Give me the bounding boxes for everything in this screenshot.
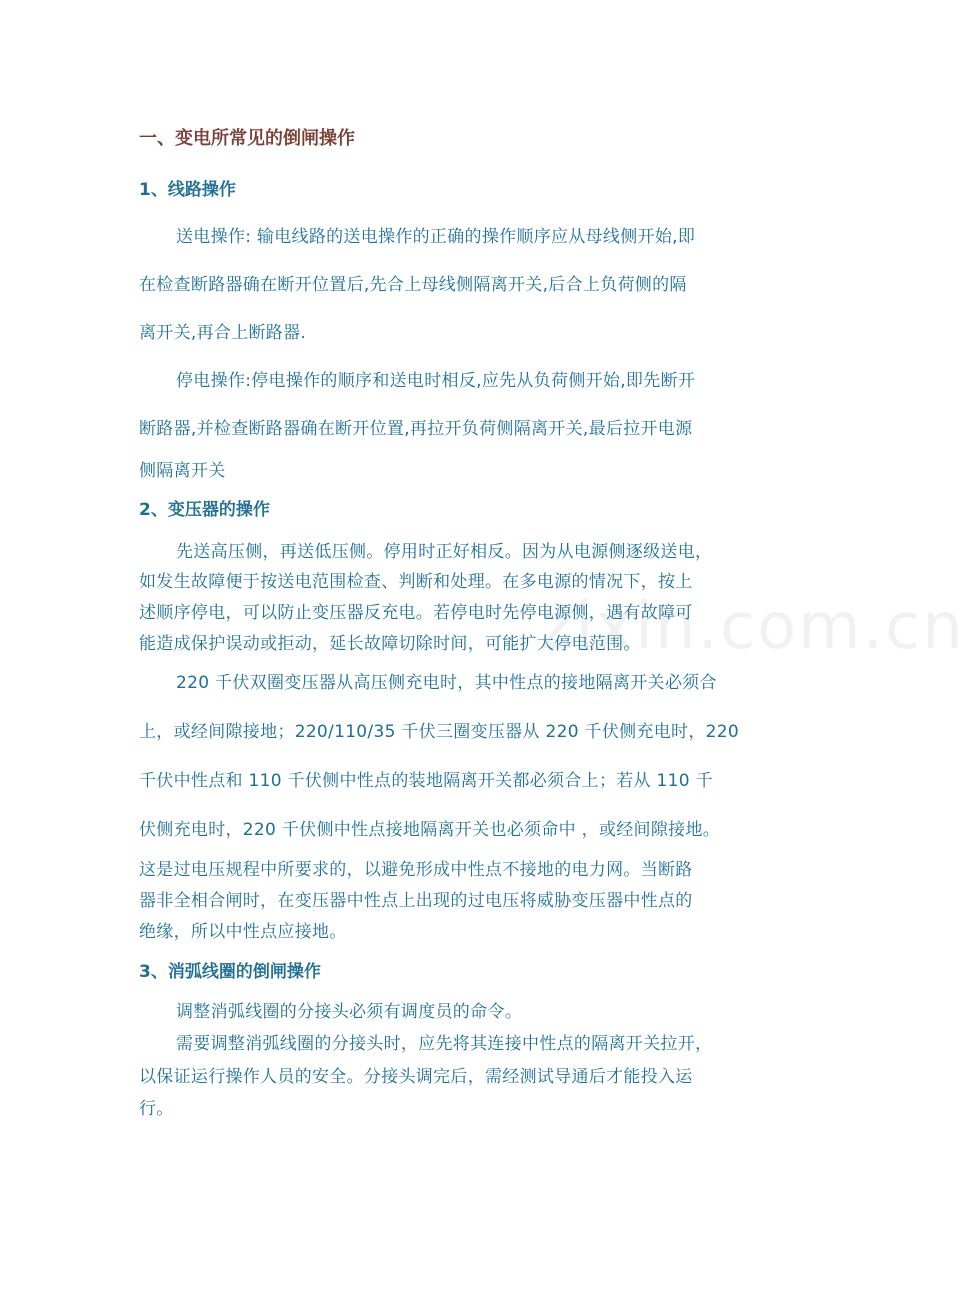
paragraph-line: 停电操作:停电操作的顺序和送电时相反,应先从负荷侧开始,即先断开 [176,371,696,391]
section-title: 2、变压器的操作 [139,500,270,520]
paragraph-line: 侧隔离开关 [139,461,226,481]
paragraph-line: 千伏中性点和 110 千伏侧中性点的装地隔离开关都必须合上；若从 110 千 [139,771,713,791]
section-title: 1、线路操作 [139,180,236,200]
paragraph-line: 在检查断路器确在断开位置后,先合上母线侧隔离开关,后合上负荷侧的隔 [139,275,687,295]
paragraph-line: 伏侧充电时，220 千伏侧中性点接地隔离开关也必须命中 ，或经间隙接地。 [139,820,721,840]
paragraph-line: 器非全相合闸时，在变压器中性点上出现的过电压将威胁变压器中性点的 [139,891,693,911]
paragraph-line: 以保证运行操作人员的安全。分接头调完后，需经测试导通后才能投入运 [139,1067,693,1087]
paragraph-line: 能造成保护误动或拒动，延长故障切除时间，可能扩大停电范围。 [139,634,641,654]
paragraph-line: 绝缘，所以中性点应接地。 [139,922,347,942]
paragraph-line: 需要调整消弧线圈的分接头时，应先将其连接中性点的隔离开关拉开， [176,1034,713,1054]
paragraph-line: 送电操作: 输电线路的送电操作的正确的操作顺序应从母线侧开始,即 [176,227,696,247]
paragraph-line: 这是过电压规程中所要求的，以避免形成中性点不接地的电力网。当断路 [139,860,693,880]
watermark: zixin.com.cn [540,590,965,664]
paragraph-line: 述顺序停电，可以防止变压器反充电。若停电时先停电源侧，遇有故障可 [139,603,693,623]
paragraph-line: 220 千伏双圈变压器从高压侧充电时，其中性点的接地隔离开关必须合 [176,673,717,693]
paragraph-line: 调整消弧线圈的分接头必须有调度员的命令。 [176,1002,522,1022]
paragraph-line: 上，或经间隙接地；220/110/35 千伏三圈变压器从 220 千伏侧充电时，220 [139,722,739,742]
paragraph-line: 离开关,再合上断路器. [139,323,307,343]
section-title: 3、消弧线圈的倒闸操作 [139,962,321,982]
document-heading: 一、变电所常见的倒闸操作 [139,128,355,149]
paragraph-line: 断路器,并检查断路器确在断开位置,再拉开负荷侧隔离开关,最后拉开电源 [139,419,693,439]
paragraph-line: 先送高压侧，再送低压侧。停用时正好相反。因为从电源侧逐级送电， [176,542,713,562]
paragraph-line: 如发生故障便于按送电范围检查、判断和处理。在多电源的情况下，按上 [139,572,693,592]
paragraph-line: 行。 [139,1099,174,1119]
